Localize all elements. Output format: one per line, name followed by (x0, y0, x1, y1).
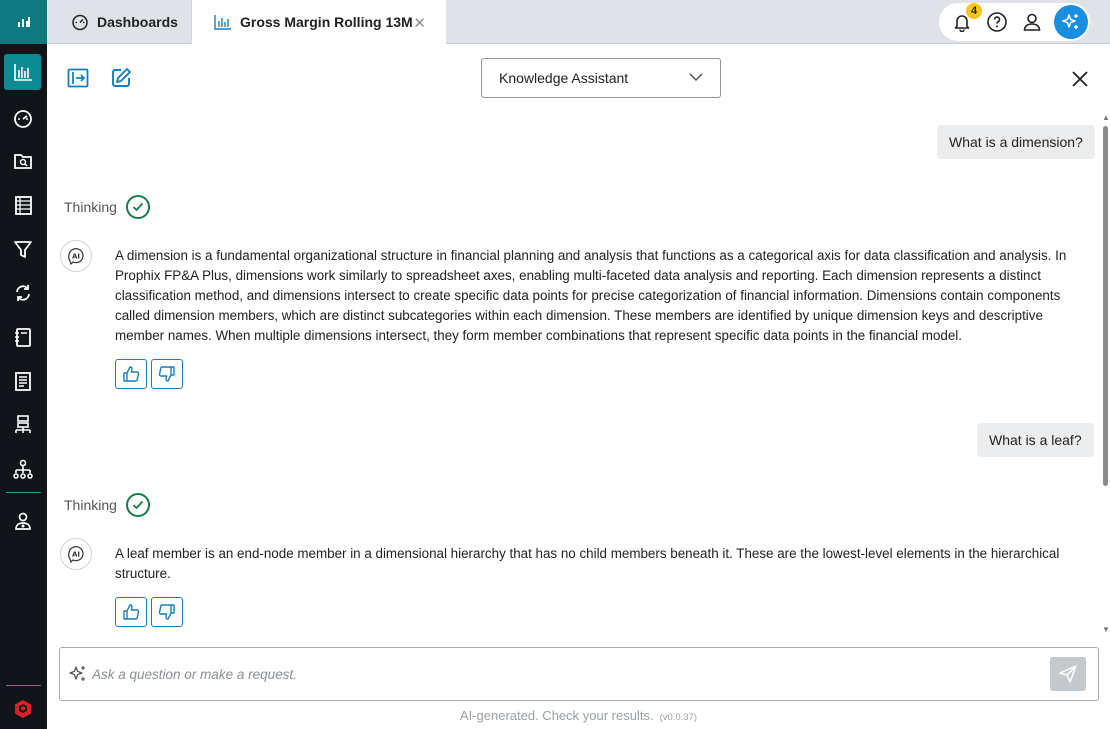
user-icon (1022, 12, 1042, 32)
spreadsheet-icon (12, 194, 34, 216)
ai-assistant-button[interactable] (1054, 5, 1088, 39)
scroll-down-arrow[interactable]: ▼ (1102, 625, 1110, 634)
app-logo-icon[interactable] (0, 0, 47, 44)
sidebar-item-structures[interactable] (4, 407, 41, 443)
scrollbar-thumb[interactable] (1103, 126, 1108, 486)
bar-chart-icon (214, 14, 232, 30)
assistant-select-value: Knowledge Assistant (499, 70, 629, 86)
notebook-icon (12, 326, 34, 348)
sidebar-item-reports[interactable] (4, 363, 41, 399)
edit-icon (110, 67, 132, 89)
profile-button[interactable] (1019, 9, 1045, 35)
user-message: What is a dimension? (937, 125, 1095, 159)
panel-expand-icon (67, 68, 89, 88)
sparkle-icon (68, 664, 88, 689)
cycle-icon (12, 282, 34, 304)
check-circle-icon (126, 493, 150, 517)
sidebar-item-analytics[interactable] (4, 54, 41, 90)
sidebar-item-tables[interactable] (4, 187, 41, 223)
thumbs-up-button[interactable] (115, 359, 147, 389)
new-chat-button[interactable] (109, 66, 133, 90)
left-sidebar (0, 0, 47, 729)
sidebar-item-processes[interactable] (4, 275, 41, 311)
close-tab-icon[interactable]: ✕ (413, 15, 426, 32)
send-icon (1058, 664, 1078, 684)
ai-avatar-icon (60, 240, 92, 272)
tab-label: Gross Margin Rolling 13M (240, 14, 413, 30)
scroll-up-arrow[interactable]: ▲ (1102, 113, 1110, 122)
header-actions (939, 3, 1090, 41)
sidebar-item-dashboards[interactable] (4, 100, 41, 136)
notifications-button[interactable] (949, 5, 978, 35)
org-chart-icon (12, 458, 34, 480)
tab-dashboards[interactable] (57, 0, 189, 44)
folder-search-icon (12, 150, 34, 172)
tab-label: Dashboards (97, 14, 178, 30)
check-circle-icon (126, 195, 150, 219)
thinking-label: Thinking (64, 199, 117, 215)
sidebar-divider (6, 492, 41, 493)
disclaimer (0, 708, 1110, 723)
bar-chart-icon (12, 61, 34, 83)
thinking-label: Thinking (64, 497, 117, 513)
close-panel-button[interactable] (1070, 69, 1090, 94)
close-icon (1070, 69, 1090, 89)
thumbs-up-icon (122, 365, 140, 383)
filter-icon (12, 238, 34, 260)
thinking-status[interactable] (64, 493, 150, 517)
sparkle-icon (1061, 12, 1081, 32)
ai-avatar-label: AI (72, 252, 81, 261)
thinking-status[interactable] (64, 195, 150, 219)
collapse-panel-button[interactable] (66, 66, 90, 90)
thumbs-up-button[interactable] (115, 597, 147, 627)
disclaimer-text: AI-generated. Check your results. (459, 708, 654, 723)
version-label: (v0.0.37) (659, 712, 698, 723)
gauge-icon (12, 107, 34, 129)
thumbs-down-button[interactable] (151, 597, 183, 627)
sidebar-divider (6, 685, 41, 686)
ai-avatar-icon (60, 538, 92, 570)
report-icon (12, 370, 34, 392)
assistant-message: A dimension is a fundamental organizational structure in financial planning and analysis that functions as a categorical axis for data classification and analysis. In Prophix FP&A Plus, dimensions work similarly to spreadsheet axes, enabling multi-faceted data analysis and reporting. Each dimension represents a distinct classification method, and dimensions intersect to create specific data points for precise categorization of financial information. Dimensions contain components called dimension members, which are distinct subcategories within each dimension. These members are identified by unique dimension keys and descriptive member names. When multiple dimensions intersect, they form member combinations that represent specific data points in the financial model. (115, 248, 1067, 343)
thumbs-down-button[interactable] (151, 359, 183, 389)
sidebar-item-explorer[interactable] (4, 143, 41, 179)
users-icon (12, 510, 34, 532)
chevron-down-icon (689, 70, 703, 87)
tab-gross-margin[interactable] (191, 0, 446, 44)
assistant-message: A leaf member is an end-node member in a dimensional hierarchy that has no child members beneath it. These are the lowest-level elements in the hierarchical structure. (115, 546, 1060, 581)
ai-avatar-label: AI (72, 550, 81, 559)
prompt-box (59, 647, 1099, 701)
thumbs-down-icon (158, 365, 176, 383)
help-icon (986, 11, 1008, 33)
thumbs-down-icon (158, 603, 176, 621)
thumbs-up-icon (122, 603, 140, 621)
sidebar-item-users[interactable] (4, 503, 41, 539)
send-button[interactable] (1050, 657, 1086, 691)
hierarchy-icon (12, 414, 34, 436)
dashboard-icon (71, 13, 89, 31)
prompt-input[interactable] (92, 663, 992, 685)
sidebar-item-org[interactable] (4, 451, 41, 487)
user-message: What is a leaf? (977, 423, 1094, 457)
sidebar-item-filters[interactable] (4, 231, 41, 267)
notification-count-badge: 4 (966, 3, 982, 19)
assistant-select[interactable] (481, 58, 721, 98)
tab-bar (47, 0, 1110, 44)
help-button[interactable] (984, 9, 1010, 35)
sidebar-item-models[interactable] (4, 319, 41, 355)
